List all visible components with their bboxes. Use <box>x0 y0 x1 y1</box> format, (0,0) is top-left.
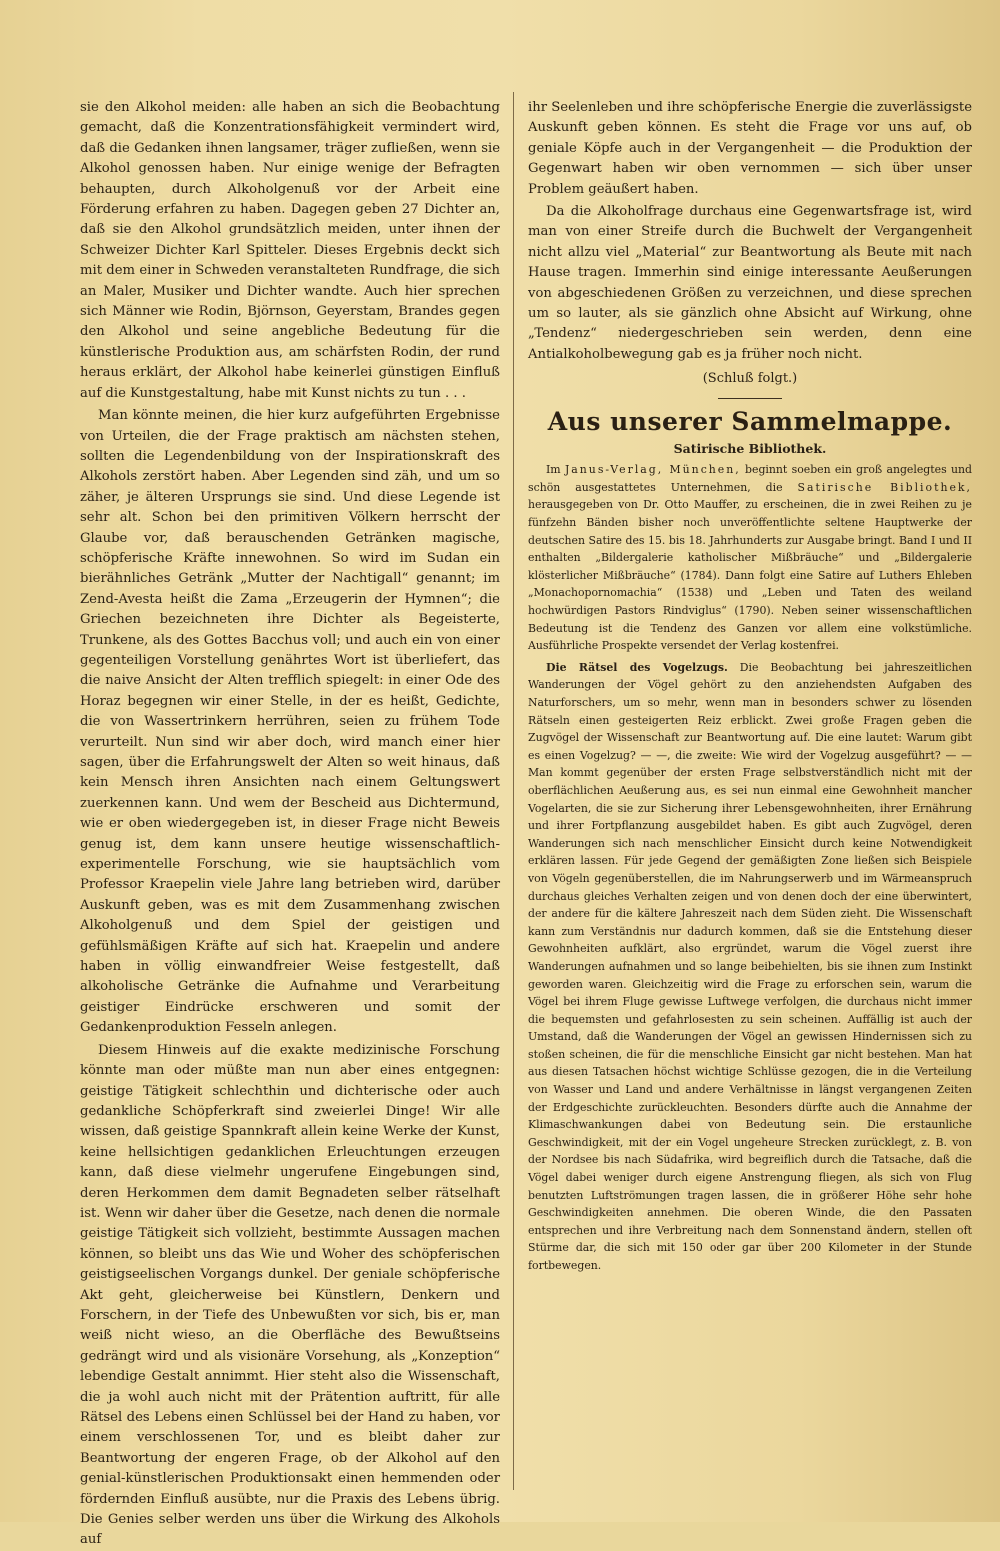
series-name: Satirische Bibliothek, <box>797 480 972 494</box>
article-bird-migration <box>528 659 972 1275</box>
article-text: herausgegeben von Dr. Otto Mauffer, zu erscheinen, die in zwei Reihen zu je fünfzehn Bänden bisher noch unveröffentlichte seltene Hauptwerke der deutschen Satire des 15. bis 18. Jahrhunderts zur Ausgabe bringt. Band I und II enthalten „Bildergalerie katholischer Mißbräuche“ und „Bildergalerie klösterlicher Mißbräuche“ (1784). Dann folgt eine Satire auf Luthers Ehleben „Monachopornomachia“ (1538) und „Leben und Taten des weiland hochwürdigen Pastors Rindviglus“ (1790). Neben seiner wissenschaftlichen Bedeutung ist die Tendenz des Ganzen vor allem eine volkstümliche. Ausführliche Prospekte versendet der Verlag kostenfrei. <box>528 498 972 653</box>
collection-articles <box>528 461 972 1274</box>
article-text: Die Beobachtung bei jahreszeitlichen Wanderungen der Vögel gehört zu den anziehendsten Aufgaben des Naturforschers, um so mehr, wenn man in besonders schwer zu lösenden Rätseln einen gesteigerten Reiz erblickt. Zwei große Fragen geben die Zugvögel der Wissenschaft zur Beantwortung auf. Die eine lautet: Warum gibt es einen Vogelzug? — —, die zweite: Wie wird der Vogelzug ausgeführt? — — Man kommt gegenüber der ersten Frage selbstverständlich nicht mit der oberflächlichen Aeußerung aus, es sei nun einmal eine Gewohnheit mancher Vogelarten, die sie zur Sicherung ihrer Lebensgewohnheiten, ihrer Ernährung und ihrer Fortpflanzung ausgebildet haben. Es gibt auch Zugvögel, deren Wanderungen sich nach menschlicher Einsicht durch keine Notwendigkeit erklären lassen. Für jede Gegend der gemäßigten Zone ließen sich Beispiele von Vögeln gegenüberstellen, die im Nahrungserwerb und im Wärmeanspruch durchaus gleiches Verhalten zeigen und von denen doch der eine überwintert, der andere für die kältere Jahreszeit nach dem Süden zieht. Die Wissenschaft kann zum Verständnis nur dadurch kommen, daß sie die Entstehung dieser Gewohnheiten aufklärt, also ergründet, warum die Vögel zuerst ihre Wanderungen aufnahmen und so lange beibehielten, bis sie ihnen zum Instinkt geworden waren. Gleichzeitig wird die Frage zu erforschen sein, warum die Vögel bei ihrem Fluge gewisse Luftwege verfolgen, die durchaus nicht immer die bequemsten und gefahrlosesten zu sein scheinen. Auffällig ist auch der Umstand, daß die Wanderungen der Vögel an gewissen Hindernissen sich zu stoßen scheinen, die für die menschliche Einsicht gar nicht bestehen. Man hat aus diesen Tatsachen höchst wichtige Schlüsse gezogen, die in die Verteilung von Wasser und Land und andere Verhältnisse in längst vergangenen Zeiten der Erdgeschichte zurückleuchten. Besonders dürfte auch die Annahme der Klimaschwankungen dabei von Bedeutung sein. Die erstaunliche Geschwindigkeit, mit der ein Vogel ungeheure Strecken zurücklegt, z. B. von der Nordsee bis nach Südafrika, wird begreiflich durch die Tatsache, daß die Vögel dabei weniger durch eigene Anstrengung fliegen, als sich von Flug benutzten Luftströmungen tragen lassen, die in größerer Höhe sehr hohe Geschwindigkeiten annehmen. Die oberen Winde, die den Passaten entsprechen und ihre Verbreitung nach dem Sonnenstand ändern, stellen oft Stürme dar, die sich mit 150 oder gar über 200 Kilometer in der Stunde fortbewegen. <box>528 660 972 1272</box>
sub-heading: Satirische Bibliothek. <box>673 441 827 457</box>
article-intro: Im <box>546 463 561 477</box>
paragraph: Man könnte meinen, die hier kurz aufgeführten Ergebnisse von Urteilen, die der Frage praktisch am nächsten stehen, sollten die Legendenbildung von der Inspirationskraft des Alkohols zerstört haben. Aber Legenden sind zäh, und um so zäher, je älteren Ursprungs sie sind. Und diese Legende ist sehr alt. Schon bei den primitiven Völkern herrscht der Glaube vor, daß berauschenden Getränken magische, schöpferische Kräfte innewohnen. So wird im Sudan ein bierähnliches Getränk „Mutter der Nachtigall“ genannt; im Zend-Avesta heißt die Zama „Erzeugerin der Hymnen“; die Griechen bezeichneten ihre Dichter als Begeisterte, Trunkene, als des Gottes Bacchus voll; und auch ein von einer gegenteiligen Vorstellung genährtes Wort ist überliefert, das die naive Ansicht der Alten trefflich spiegelt: in einer Ode des Horaz begegnen wir einer Stelle, in der es heißt, Gedichte, die von Wassertrinkern herrühren, seien zu frühem Tode verurteilt. Nun sind wir aber doch, wird manch einer hier sagen, über die Erfahrungswelt der Alten so weit hinaus, daß kein Mensch ihren Ansichten nach einem Geltungswert zuerkennen kann. Und wem der Bescheid aus Dichtermund, wie er oben wiedergegeben ist, in dieser Frage nicht Beweis genug ist, dem kann unsere heutige wissenschaftlich-experimentelle Forschung, wie sie hauptsächlich vom Professor Kraepelin viele Jahre lang betrieben wird, darüber Auskunft geben, was es mit dem Zusammenhang zwischen Alkoholgenuß und dem Spiel der geistigen und gefühlsmäßigen Kräfte auf sich hat. Kraepelin und andere haben in völlig einwandfreier Weise festgestellt, daß alkoholische Getränke die Aufnahme und Verarbeitung geistiger Eindrücke erschweren und somit der Gedankenproduktion Fesseln anlegen. <box>80 408 500 1036</box>
article-text: beginnt soeben ein groß angelegtes und schön ausgestattetes Unternehmen, die <box>528 463 972 494</box>
column-divider <box>513 92 514 1490</box>
continuation-note: (Schluß folgt.) <box>702 371 798 387</box>
publisher-name: Janus-Verlag, München, <box>564 463 741 477</box>
article-lead: Die Rätsel des Vogelzugs. <box>546 660 728 674</box>
paragraph: Diesem Hinweis auf die exakte medizinische Forschung könnte man oder müßte man nun aber eines entgegnen: geistige Tätigkeit schlechthin und dichterische oder auch gedankliche Schöpferkraft sind zweierlei Dinge! Wir alle wissen, daß geistige Spannkraft allein keine Werke der Kunst, keine hellsichtigen gedanklichen Erleuchtungen erzeugen kann, daß diese vielmehr ungerufene Eingebungen sind, deren Herkommen dem damit Begnadeten selber rätselhaft ist. Wenn wir daher über die Gesetze, nach denen die normale geistige Tätigkeit sich vollzieht, bestimmte Aussagen machen können, so bleibt uns das Wie und Woher des schöpferischen geistigseelischen Vorgangs dunkel. Der geniale schöpferische Akt geht, gleicherweise bei Künstlern, Denkern und Forschern, in der Tiefe des Unbewußten vor sich, bis er, man weiß nicht wieso, an die Oberfläche des Bewußtseins gedrängt wird und als visionäre Vorsehung, als „Konzeption“ lebendige Gestalt annimmt. Hier steht also die Wissenschaft, die ja wohl auch nicht mit der Prätention auftritt, für alle Rätsel des Lebens einen Schlüssel bei der Hand zu haben, vor einem verschlossenen Tor, und es bleibt daher zur Beantwortung der engeren Frage, ob der Alkohol auf den genial-künstlerischen Produktionsakt einen hemmenden oder fördernden Einfluß ausübte, nur die Praxis des Lebens übrig. Die Genies selber werden uns über die Wirkung des Alkohols auf <box>80 1042 500 1548</box>
paragraph: ihr Seelenleben und ihre schöpferische Energie die zuverlässigste Auskunft geben können. Es steht die Frage vor uns auf, ob geniale Köpfe auch in der Vergangenheit — die Produktion der Gegenwart haben wir oben vernommen — sich über unser Problem geäußert haben. <box>528 100 972 197</box>
section-heading: Aus unserer Sammelmappe. <box>547 407 953 437</box>
section-rule <box>718 398 782 399</box>
paragraph: sie den Alkohol meiden: alle haben an sich die Beobachtung gemacht, daß die Konzentrationsfähigkeit vermindert wird, daß die Gedanken ihnen langsamer, träger zufließen, wenn sie Alkohol genossen haben. Nur einige wenige der Befragten behaupten, durch Alkoholgenuß vor der Arbeit eine Förderung erfahren zu haben. Dagegen geben 27 Dichter an, daß sie den Alkohol grundsätzlich meiden, unter ihnen der Schweizer Dichter Karl Spitteler. Dieses Ergebnis deckt sich mit dem einer in Schweden veranstalteten Rundfrage, die sich an Maler, Musiker und Dichter wandte. Auch hier sprechen sich Männer wie Rodin, Björnson, Geyerstam, Brandes gegen den Alkohol und seine angebliche Bedeutung für die künstlerische Produktion aus, am schärfsten Rodin, der rund heraus erklärt, der Alkohol habe keinerlei günstigen Einfluß auf die Kunstgestaltung, habe mit Kunst nichts zu tun . . . <box>80 100 500 401</box>
paragraph: Da die Alkoholfrage durchaus eine Gegenwartsfrage ist, wird man von einer Streife durch die Buchwelt der Vergangenheit nicht allzu viel „Material“ zur Beantwortung als Beute mit nach Hause tragen. Immerhin sind einige interessante Aeußerungen von abgeschiedenen Größen zu verzeichnen, und diese sprechen um so lauter, als sie gänzlich ohne Absicht auf Wirkung, ohne „Tendenz“ niedergeschrieben sein werden, denn eine Antialkoholbewegung gab es ja früher noch nicht. <box>528 204 972 362</box>
article-satirical-library <box>528 461 972 655</box>
left-column <box>80 98 500 1551</box>
article-continuation <box>528 98 972 365</box>
right-column <box>528 98 972 1275</box>
